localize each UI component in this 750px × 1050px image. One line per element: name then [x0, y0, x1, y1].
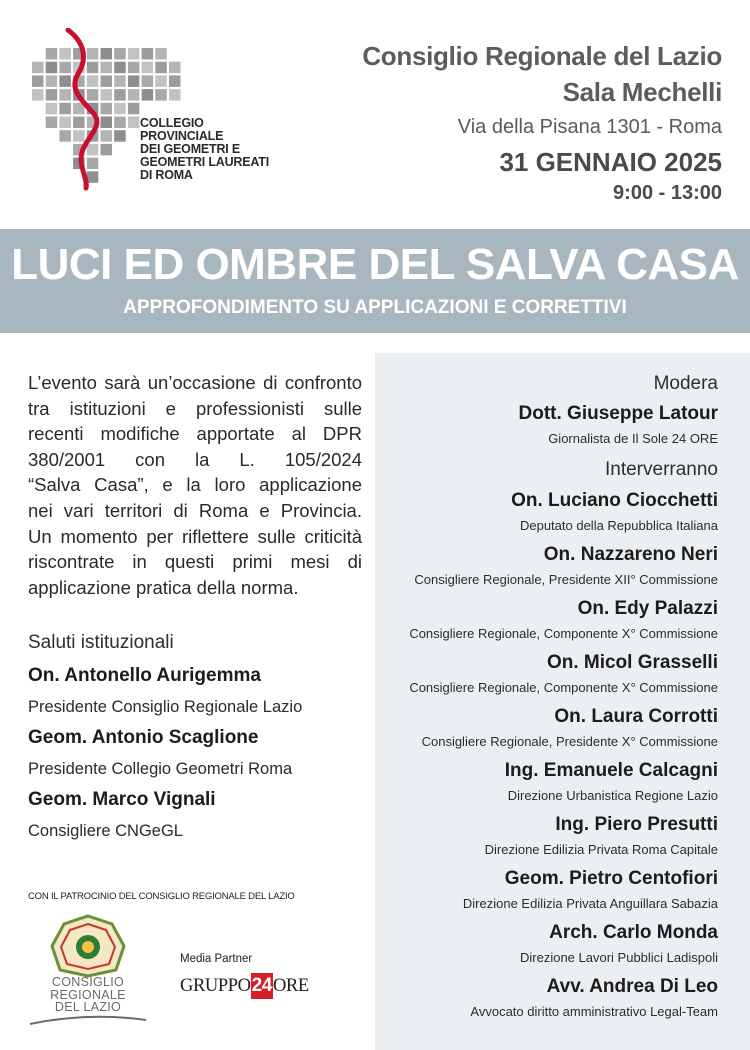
logo-tile: [155, 89, 167, 101]
logo-tile: [169, 89, 181, 101]
moderator-role: Giornalista de Il Sole 24 ORE: [548, 431, 718, 446]
media-partner-logo: [180, 973, 309, 999]
council-logo-line: CONSIGLIO: [51, 975, 125, 989]
logo-tile: [142, 62, 154, 73]
council-logo-line: DEL LAZIO: [54, 1000, 122, 1014]
greeting-speaker-role: Presidente Collegio Geometri Roma: [28, 760, 293, 778]
logo-tile: [169, 75, 181, 87]
speaker-role: Consigliere Regionale, Componente X° Commissione: [409, 680, 718, 695]
logo-tile: [128, 89, 139, 101]
greeting-speaker-name: On. Antonello Aurigemma: [28, 665, 261, 686]
logo-tile: [101, 144, 113, 156]
logo-tile: [87, 62, 99, 73]
council-emblem-icon: [28, 912, 148, 1032]
greeting-speaker-role: Consigliere CNGeGL: [28, 822, 183, 840]
speaker-role: Direzione Urbanistica Regione Lazio: [507, 788, 718, 803]
speakers-panel: [375, 353, 750, 1050]
logo-tile: [101, 117, 113, 129]
speaker-name: On. Luciano Ciocchetti: [511, 490, 718, 511]
logo-tile: [128, 103, 139, 115]
speaker-name: Arch. Carlo Monda: [549, 922, 718, 943]
logo-tile: [32, 89, 44, 101]
organizer-name: [140, 117, 269, 182]
council-logo-text: [30, 976, 146, 1014]
moderator-label: Modera: [653, 373, 718, 394]
logo-tile: [101, 130, 113, 142]
logo-tile: [155, 48, 167, 60]
logo-tile: [101, 62, 113, 73]
logo-tile: [59, 89, 71, 101]
description-line: “Salva Casa”, e la loro applicazione: [28, 474, 362, 496]
speaker-name: On. Micol Grasselli: [546, 652, 718, 673]
speaker-name: On. Laura Corrotti: [554, 706, 718, 727]
media-partner-suffix: ORE: [272, 976, 309, 996]
logo-tile: [46, 48, 58, 60]
speaker-name: On. Edy Palazzi: [577, 598, 718, 619]
event-time: 9:00 - 13:00: [613, 182, 722, 204]
speakers-label: Interverranno: [604, 459, 718, 480]
council-logo-line: REGIONALE: [50, 987, 126, 1002]
event-details: [362, 38, 722, 206]
description-line: tra istituzioni e professionisti sulle: [28, 397, 362, 419]
logo-tile: [59, 62, 71, 73]
logo-tile: [101, 48, 113, 60]
description-line: Un momento per riflettere sulle criticità: [28, 525, 362, 547]
logo-tile: [73, 130, 85, 142]
logo-tile: [59, 75, 71, 87]
event-description: [28, 370, 362, 600]
logo-tile: [114, 117, 126, 129]
logo-tile: [87, 89, 99, 101]
event-title: LUCI ED OMBRE DEL SALVA CASA: [11, 240, 739, 289]
speaker-role: Consigliere Regionale, Presidente X° Commissione: [421, 734, 718, 749]
speaker-role: Consigliere Regionale, Componente X° Commissione: [409, 626, 718, 641]
logo-tile: [59, 103, 71, 115]
logo-tile: [73, 117, 85, 129]
speaker-name: Ing. Piero Presutti: [555, 814, 718, 835]
greeting-speaker-name: Geom. Marco Vignali: [28, 789, 216, 810]
logo-tile: [114, 130, 126, 142]
speaker-role: Deputato della Repubblica Italiana: [519, 518, 718, 533]
logo-tile: [114, 62, 126, 73]
speaker-role: Direzione Lavori Pubblici Ladispoli: [520, 950, 718, 965]
patronage-note: CON IL PATROCINIO DEL CONSIGLIO REGIONALE DEL LAZIO: [28, 891, 295, 902]
logo-tile: [46, 75, 58, 87]
logo-tile: [87, 158, 99, 170]
logo-tile: [155, 62, 167, 73]
greetings-label: Saluti istituzionali: [28, 632, 174, 653]
speaker-role: Avvocato diritto amministrativo Legal-Team: [470, 1004, 718, 1019]
logo-tile: [32, 62, 44, 73]
logo-tile: [114, 103, 126, 115]
organizer-line: DI ROMA: [140, 168, 193, 182]
logo-tile: [142, 48, 154, 60]
speaker-role: Consigliere Regionale, Presidente XII° Commissione: [414, 572, 718, 587]
description-line: recenti modifiche apportate al DPR: [28, 423, 362, 445]
venue-address: Via della Pisana 1301 - Roma: [457, 116, 722, 138]
logo-tile: [46, 103, 58, 115]
media-partner-prefix: GRUPPO: [180, 976, 251, 996]
speaker-name: Ing. Emanuele Calcagni: [504, 760, 718, 781]
logo-tile: [101, 75, 113, 87]
organizer-line: COLLEGIO: [140, 116, 204, 130]
media-partner-label: Media Partner: [180, 953, 253, 965]
logo-tile: [114, 48, 126, 60]
logo-tile: [114, 75, 126, 87]
venue-name: Consiglio Regionale del Lazio: [362, 41, 722, 71]
moderator-name: Dott. Giuseppe Latour: [518, 403, 718, 424]
logo-tile: [128, 62, 139, 73]
event-date: 31 GENNAIO 2025: [499, 147, 722, 177]
logo-tile: [101, 103, 113, 115]
speaker-role: Direzione Edilizia Privata Anguillara Sabazia: [462, 896, 718, 911]
description-line: applicazione pratica della norma.: [28, 576, 299, 598]
logo-tile: [87, 75, 99, 87]
logo-tile: [46, 117, 58, 129]
organizer-line: DEI GEOMETRI E: [140, 142, 240, 156]
description-line: 380/2001 con la L. 105/2024: [28, 448, 362, 470]
logo-tile: [114, 89, 126, 101]
logo-tile: [155, 75, 167, 87]
media-partner-badge: 24: [251, 973, 273, 999]
logo-tile: [128, 117, 139, 129]
greeting-speaker-name: Geom. Antonio Scaglione: [28, 727, 259, 748]
logo-tile: [87, 144, 99, 156]
logo-tile: [59, 117, 71, 129]
logo-tile: [87, 48, 99, 60]
logo-tile: [142, 75, 154, 87]
speaker-role: Direzione Edilizia Privata Roma Capitale: [484, 842, 718, 857]
logo-tile: [59, 48, 71, 60]
greeting-speaker-role: Presidente Consiglio Regionale Lazio: [28, 698, 303, 716]
organizer-line: PROVINCIALE: [140, 129, 224, 143]
speaker-name: Geom. Pietro Centofiori: [504, 868, 718, 889]
speaker-name: On. Nazzareno Neri: [543, 544, 718, 565]
logo-tile: [142, 89, 154, 101]
description-line: nei vari territori di Roma e Provincia.: [28, 499, 362, 521]
logo-tile: [87, 171, 99, 183]
speaker-name: Avv. Andrea Di Leo: [546, 976, 718, 997]
description-line: riscontrate in questi primi mesi di: [28, 551, 362, 573]
description-line: L’evento sarà un’occasione di confronto: [28, 372, 362, 393]
venue-room: Sala Mechelli: [562, 77, 722, 107]
organizer-line: GEOMETRI LAUREATI: [140, 155, 270, 169]
logo-tile: [128, 48, 139, 60]
logo-tile: [59, 130, 71, 142]
logo-tile: [101, 89, 113, 101]
logo-tile: [169, 62, 181, 73]
logo-tile: [46, 89, 58, 101]
logo-tile: [32, 75, 44, 87]
logo-tile: [46, 62, 58, 73]
event-subtitle: APPROFONDIMENTO SU APPLICAZIONI E CORRETTIVI: [123, 297, 627, 318]
logo-tile: [128, 75, 139, 87]
